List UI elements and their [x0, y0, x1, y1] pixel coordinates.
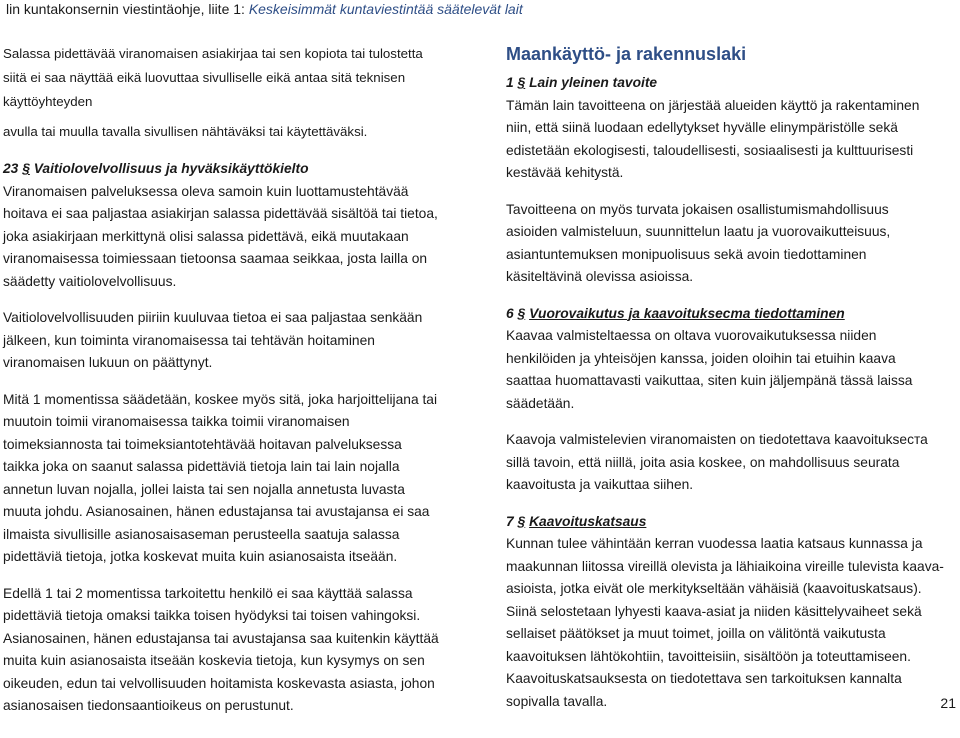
text-line: saattaa huomattavasti vaikuttaa, siten kuin jäljempänä tässä laissa	[506, 373, 913, 388]
text-line: Mitä 1 momentissa säädetään, koskee myös sitä, joka harjoittelijana tai	[3, 391, 438, 407]
text-line: Tavoitteena on myös turvata jokaisen osallistumismahdollisuus	[506, 201, 889, 217]
text-line: Edellä 1 tai 2 momentissa tarkoitettu henkilö ei saa käyttää salassa	[3, 585, 413, 601]
text-line: avulla tai muulla tavalla sivullisen nähtäväksi tai käytettäväksi.	[3, 124, 368, 139]
header-prefix: lin kuntakonsernin viestintäohje, liite 1:	[6, 1, 249, 17]
text-line: pidettäviä tietoja omaksi taikka toisen hyödyksi tai toisen vahingoksi.	[3, 608, 421, 623]
section-sign: §	[517, 305, 526, 321]
text-line: sellaiset päätökset ja muut toimet, joilla on välitöntä vaikutusta	[506, 626, 886, 641]
text-line: Siinä selostetaan lyhyesti kaava-asiat ja niiden käsittelyvaiheet sekä	[506, 603, 922, 619]
text-line: Kaavaa valmisteltaessa on oltava vuorovaikutuksessa niiden	[506, 328, 877, 343]
text-line: siitä ei saa näyttää eikä luovuttaa sivulliselle eikä antaa sitä teknisen	[3, 70, 406, 85]
section-6-heading	[506, 303, 958, 326]
page-number: 21	[940, 695, 956, 711]
text-line: käyttöyhteyden	[3, 94, 93, 109]
section-1-paragraph-1	[506, 95, 958, 185]
text-line: jälkeen, kun toiminta viranomaisessa tai tehtävän hoitaminen	[3, 332, 375, 348]
text-line: edistetään ekologisesti, taloudellisesti, sosiaalisesti ja kulttuurisesti	[506, 142, 914, 158]
text-line: Salassa pidettävää viranomaisen asiakirjaa tai sen kopiota tai tulostetta	[3, 46, 423, 61]
section-7-heading	[506, 511, 958, 534]
text-line: taikka joka on saanut salassa pidettäviä tietoja lain tai lain nojalla	[3, 459, 400, 474]
section-number: 23	[3, 161, 19, 176]
text-line: Tämän lain tavoitteena on järjestää alueiden käyttö ja rakentaminen	[506, 97, 920, 113]
text-line: Viranomaisen palveluksessa oleva samoin kuin luottamustehtävää	[3, 183, 409, 199]
section-sign: §	[517, 513, 526, 529]
text-line: niin, että siinä luodaan edellytykset hyvälle elinympäristölle sekä	[506, 120, 898, 135]
text-line: asianosaisen tiedonsaantioikeus on perustunut.	[3, 698, 294, 713]
intro-paragraph-2	[3, 120, 483, 144]
text-line: Kaavoituskatsauksesta on tiedotettava sen tarkoituksen kannalta	[506, 671, 902, 686]
section-sign: §	[517, 75, 526, 90]
text-line: Asianosainen, hänen edustajansa tai avustajansa saa kuitenkin käyttää	[3, 630, 439, 646]
header-title: Keskeisimmät kuntaviestintää säätelevät lait	[248, 1, 523, 17]
text-line: säädetty vaitiolovelvollisuus.	[3, 273, 177, 289]
law-title: Maankäyttö- ja rakennuslaki	[506, 44, 747, 64]
text-line: Kunnan tulee vähintään kerran vuodessa laatia katsaus kunnassa ja	[506, 536, 923, 551]
text-line: hoitava ei saa paljastaa asiakirjan salassa pidettävää sisältöä tai tietoa,	[3, 206, 438, 221]
text-line: pidettäviä tietoja, jotka koskevat muita kuin asianosaista itseään.	[3, 549, 398, 564]
text-line: joka asiakirjaan merkittynä olisi salassa pidettävä, eikä muutakaan	[3, 228, 409, 244]
section-number: 1	[506, 75, 514, 90]
text-line: maakunnan liitossa vireillä olevista ja lähiaikoina vireille tulevista kaava-	[506, 558, 944, 574]
section-title: Vuorovaikutus ja kaavoitukseста tiedottaminen	[529, 305, 845, 321]
section-sign: §	[22, 161, 30, 176]
section-title: Kaavoituskatsaus	[529, 513, 647, 529]
text-line: sopivalla tavalla.	[506, 693, 608, 709]
section-title: Vaitiolovelvollisuus ja hyväksikäyttökielto	[33, 161, 309, 176]
text-line: annetun luvan nojalla, jollei laista tai sen nojalla annetusta luvasta	[3, 481, 405, 497]
left-column	[3, 42, 483, 718]
section-number: 6	[506, 305, 514, 321]
section-6-paragraph-2	[506, 429, 958, 497]
text-line: Vaitiolovelvollisuuden piiriin kuuluvaa tietoa ei saa paljastaa senkään	[3, 310, 423, 325]
text-line: muuta johdu. Asianosainen, hänen edustajansa tai avustajansa ei saa	[3, 504, 430, 519]
text-line: oikeuden, edun tai velvollisuuden hoitamista koskevasta asiasta, johon	[3, 675, 435, 691]
section-23-paragraph-3	[3, 389, 483, 569]
intro-paragraph	[3, 42, 483, 114]
document-header	[6, 0, 523, 18]
text-line: säädetään.	[506, 395, 575, 411]
text-line: toimeksiannosta tai toimeksiantotehtävää hoitavan palveluksessa	[3, 436, 402, 452]
section-6-paragraph-1	[506, 325, 958, 415]
section-number: 7	[506, 513, 514, 529]
section-23-heading	[3, 158, 483, 181]
section-1-heading	[506, 72, 958, 95]
text-line: käsiteltävinä olevissa asioissa.	[506, 269, 694, 284]
text-line: asioista, jotka eivät ole merkitykseltään vähäisiä (kaavoituskatsaus).	[506, 581, 922, 596]
text-line: muita kuin asianosaista itseään koskevia tietoja, kun kysymys on sen	[3, 653, 425, 668]
text-line: kaavoitusta ja vaikuttaa siihen.	[506, 477, 694, 492]
section-1-paragraph-2	[506, 199, 958, 289]
text-line: viranomaisessa toimiessaan tietoonsa saamaa seikkaa, josta lailla on	[3, 251, 428, 266]
text-line: ilmaista sivullisille asianosaisaseman perusteella saatuja salassa	[3, 526, 400, 542]
text-line: asiantuntemuksen monipuolisuus sekä avoin tiedottaminen	[506, 246, 867, 262]
text-line: kaavoituksen lähtökohtiin, tavoitteisiin, sisältöön ja toteuttamiseen.	[506, 648, 911, 664]
text-line: viranomaisen lukuun on päättynyt.	[3, 355, 213, 370]
text-line: muutoin toimii viranomaisessa taikka toimii viranomaisen	[3, 414, 350, 429]
right-column	[506, 42, 958, 713]
section-23-paragraph-1	[3, 181, 483, 294]
section-23-paragraph-2	[3, 307, 483, 375]
text-line: henkilöiden ja yhteisöjen kanssa, joiden oloihin tai etuihin kaava	[506, 350, 896, 366]
section-title: Lain yleinen tavoite	[529, 75, 658, 90]
text-line: Kaavoja valmistelevien viranomaisten on tiedotettava kaavoitukseста	[506, 432, 928, 447]
text-line: asioiden valmisteluun, suunnittelun laatu ja vuorovaikutteisuus,	[506, 224, 891, 239]
text-line: sillä tavoin, että niillä, joita asia koskee, on mahdollisuus seurata	[506, 454, 900, 470]
text-line: kestävää kehitystä.	[506, 165, 624, 180]
section-7-paragraph-1	[506, 533, 958, 713]
section-23-paragraph-4	[3, 583, 483, 718]
